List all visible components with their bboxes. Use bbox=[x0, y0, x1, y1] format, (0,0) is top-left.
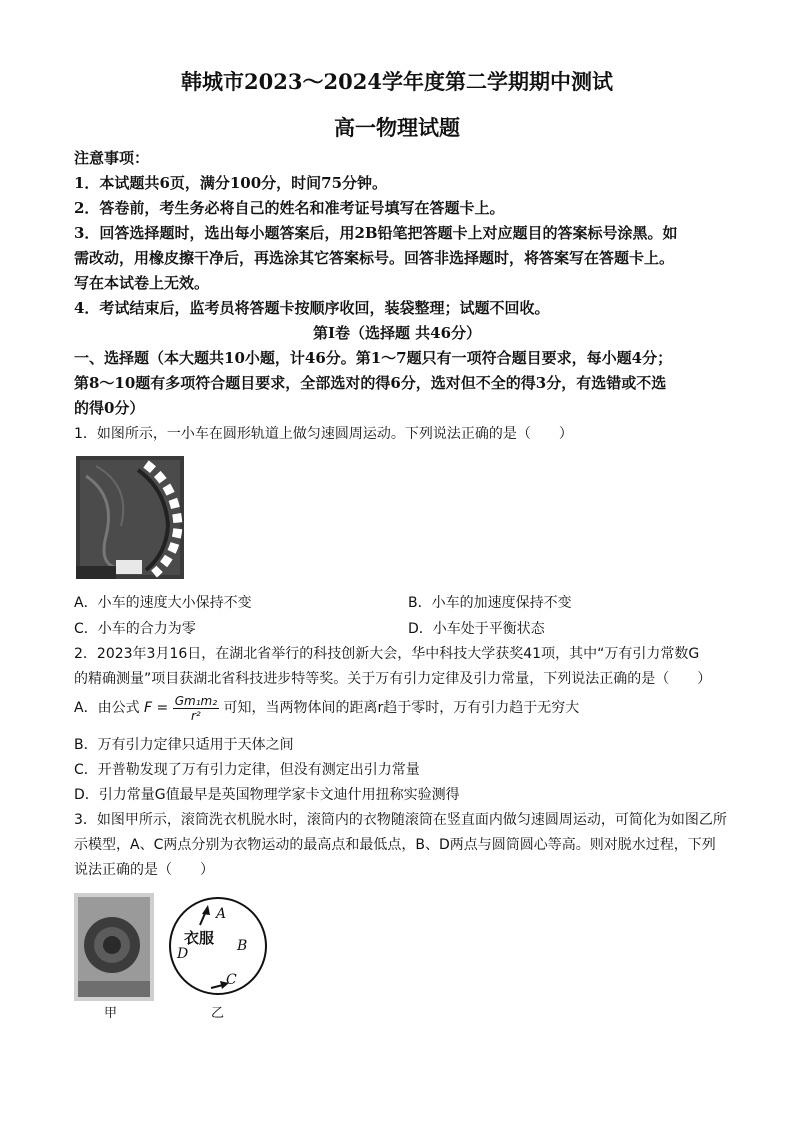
point-d-label: D bbox=[177, 946, 189, 962]
figure-jia-label: 甲 bbox=[104, 1006, 118, 1021]
q2-option-d: D．引力常量G值最早是英国物理学家卡文迪什用扭称实验测得 bbox=[74, 787, 460, 803]
washing-machine-photo bbox=[74, 893, 154, 1001]
q3-stem-line-2: 示模型，A、C两点分别为衣物运动的最高点和最低点，B、D两点与圆筒圆心等高。则对脱水过程，下列 bbox=[74, 837, 716, 853]
exam-subtitle: 高一物理试题 bbox=[334, 115, 460, 140]
figure-yi-label: 乙 bbox=[211, 1006, 225, 1021]
exam-title: 韩城市2023～2024学年度第二学期期中测试 bbox=[181, 69, 613, 94]
notice-item-3: 3．回答选择题时，选出每小题答案后，用2B铅笔把答题卡上对应题目的答案标号涂黑。如 bbox=[74, 224, 678, 242]
section-intro-1: 一、选择题（本大题共10小题，计46分。第1～7题只有一项符合题目要求，每小题4分； bbox=[74, 349, 673, 367]
notice-item-3-cont: 需改动，用橡皮擦干净后，再选涂其它答案标号。回答非选择题时，将答案写在答题卡上。 bbox=[74, 249, 675, 267]
notice-item-4: 4．考试结束后，监考员将答题卡按顺序收回，装袋整理；试题不回收。 bbox=[74, 299, 550, 317]
notice-item-1: 1．本试题共6页，满分100分，时间75分钟。 bbox=[74, 174, 388, 192]
notice-item-3-cont2: 写在本试卷上无效。 bbox=[74, 274, 210, 292]
q1-option-b: B．小车的加速度保持不变 bbox=[408, 595, 572, 611]
section-intro-2: 第8～10题有多项符合题目要求，全部选对的得6分，选对但不全的得3分，有选错或不选 bbox=[74, 374, 667, 392]
q1-track-photo bbox=[76, 456, 184, 579]
notice-item-2: 2．答卷前，考生务必将自己的姓名和准考证号填写在答题卡上。 bbox=[74, 199, 505, 217]
point-c-label: C bbox=[226, 972, 237, 988]
clothes-label: 衣服 bbox=[184, 929, 215, 947]
notice-heading: 注意事项： bbox=[74, 149, 150, 167]
q2-option-c: C．开普勒发现了万有引力定律，但没有测定出引力常量 bbox=[74, 762, 420, 778]
q2-option-a bbox=[74, 693, 579, 723]
q2-option-a-suffix: 可知，当两物体间的距离r趋于零时，万有引力趋于无穷大 bbox=[223, 700, 580, 716]
q1-option-d: D．小车处于平衡状态 bbox=[408, 621, 545, 637]
q2-option-b: B．万有引力定律只适用于天体之间 bbox=[74, 737, 294, 753]
point-b-label: B bbox=[237, 938, 248, 954]
q3-stem-line-1: 3．如图甲所示，滚筒洗衣机脱水时，滚筒内的衣物随滚筒在竖直面内做匀速圆周运动，可简化为如图乙所 bbox=[74, 812, 727, 828]
gravitation-formula bbox=[173, 694, 219, 723]
q2-option-a-prefix: A．由公式 bbox=[74, 700, 140, 716]
formula-numerator: Gm₁m₂ bbox=[174, 693, 218, 708]
q2-stem-line-2: 的精确测量”项目获湖北省科技进步特等奖。关于万有引力定律及引力常量，下列说法正确的是（ ） bbox=[74, 671, 712, 687]
q2-stem-line-1: 2．2023年3月16日，在湖北省举行的科技创新大会，华中科技大学获奖41项，其中“万有引力常数G bbox=[74, 646, 700, 662]
section-title: 第Ⅰ卷（选择题 共46分） bbox=[312, 324, 482, 342]
q3-stem-line-3: 说法正确的是（ ） bbox=[74, 862, 214, 878]
section-intro-3: 的得0分） bbox=[74, 399, 145, 417]
q1-stem: 1．如图所示，一小车在圆形轨道上做匀速圆周运动。下列说法正确的是（ ） bbox=[74, 426, 573, 442]
point-a-label: A bbox=[216, 906, 227, 922]
q1-option-a: A．小车的速度大小保持不变 bbox=[74, 595, 252, 611]
q1-option-c: C．小车的合力为零 bbox=[74, 621, 196, 637]
formula-lhs: F = bbox=[144, 700, 169, 716]
formula-denominator: r² bbox=[191, 708, 201, 723]
